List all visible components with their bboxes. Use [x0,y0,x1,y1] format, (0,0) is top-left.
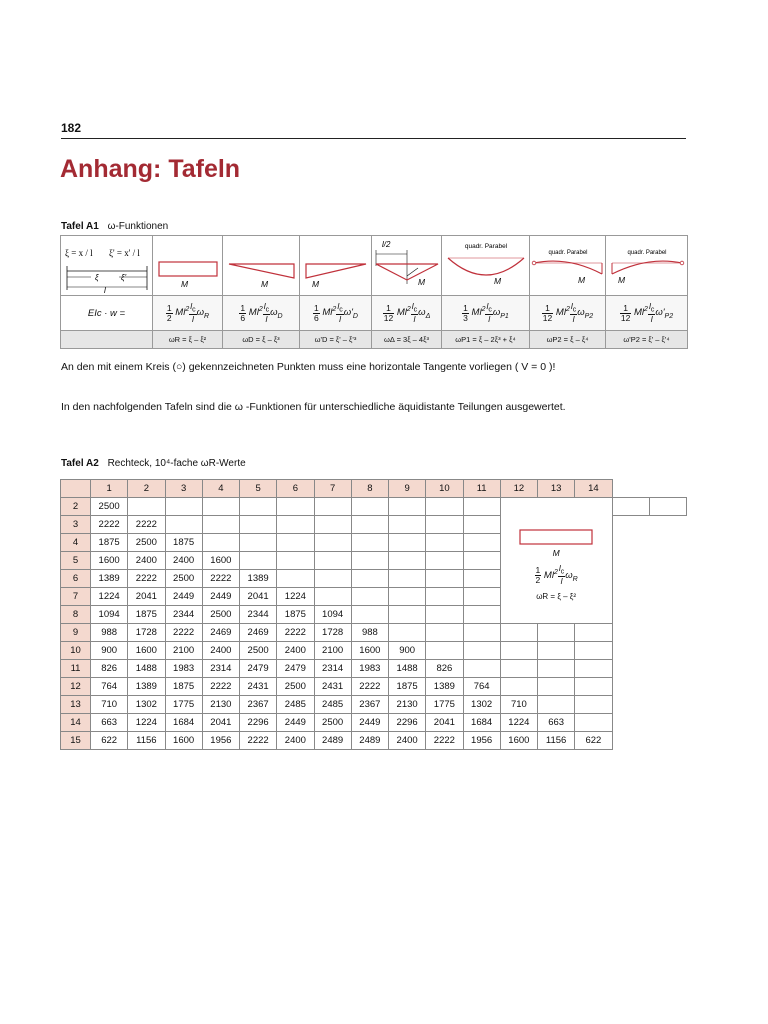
a2-table-cell [575,678,612,696]
a2-table-cell: 2367 [240,696,277,714]
a2-table-cell [426,516,463,534]
a2-table-cell [538,678,575,696]
a2-table-cell [463,498,500,516]
diagram-triangle-mid [372,236,442,296]
a2-table-cell: 710 [91,696,128,714]
ratio-fraction: $\frac{l_c}{l}$ [648,300,655,325]
a2-table-cell: 2400 [165,552,202,570]
a2-table-cell [426,534,463,552]
a2-table-cell [426,498,463,516]
ratio-fraction: $\frac{l_c}{l}$ [570,300,577,325]
a2-table-cell [202,534,239,552]
a2-table-cell: 1983 [351,660,388,678]
formula-fraction: $\frac{1}{12}$ [620,302,631,323]
a2-table-cell [463,516,500,534]
a2-table-cell [538,624,575,642]
a2-table-cell: 1684 [463,714,500,732]
rectangle-moment-diagram [506,524,606,548]
a2-table-cell: 1389 [240,570,277,588]
a2-table-cell: 826 [91,660,128,678]
a2-table-cell [314,588,351,606]
a2-table-cell: 1156 [538,732,575,750]
a2-header-row [61,480,687,498]
a2-table-cell [277,516,314,534]
a2-table-cell [389,624,426,642]
a2-table-row [61,678,687,696]
formula-p2-prime: $\frac{1}{12}$ Ml$^2$ $\frac{l_c}{l}$ $\omega'_{P2}$ [606,296,688,331]
a2-table-cell: 2449 [277,714,314,732]
a2-table-cell [277,552,314,570]
a2-table-cell [314,552,351,570]
a2-table-cell: 663 [91,714,128,732]
a2-table-cell [351,498,388,516]
a2-table-cell [389,606,426,624]
a2-table-cell [389,498,426,516]
a2-table-cell: 2296 [240,714,277,732]
page-heading: Anhang: Tafeln [60,155,241,183]
a2-table-cell: 2314 [202,660,239,678]
a2-table-cell [351,552,388,570]
formula-r: $\frac{1}{2}$ Ml$^2$ $\frac{l_c}{l}$ $\omega_R$ [153,296,223,331]
a2-table-cell: 1488 [389,660,426,678]
parabola-label: quadr. Parabel [627,250,667,256]
a2-table-cell [426,588,463,606]
formula-fraction: $\frac{1}{12}$ [542,302,553,323]
m-label: M [261,279,269,289]
m-label: M [312,279,320,289]
a2-table-cell [463,570,500,588]
a2-table-cell: 2431 [240,678,277,696]
a2-table-cell: 2431 [314,678,351,696]
xi-prime-label: ξ' [121,273,127,282]
a2-table-cell: 2344 [240,606,277,624]
formula-fraction: $\frac{1}{3}$ [463,302,468,323]
legend-m-label: M [552,547,560,558]
a2-table-cell [575,696,612,714]
a2-row-header: 2 [61,498,91,516]
a2-column-header: 12 [500,480,537,498]
xi-def: ξ = x / l [65,248,93,258]
a2-table-cell [165,498,202,516]
a2-table-cell: 2100 [314,642,351,660]
a2-table-row [61,660,687,678]
formula-fraction: $\frac{1}{6}$ [240,302,246,323]
a2-table-cell [240,552,277,570]
a2-table-cell: 2500 [91,498,128,516]
a2-table-cell [314,516,351,534]
a2-table-cell: 2500 [314,714,351,732]
a2-table-cell: 2400 [128,552,165,570]
omega-def-p2: ωP2 = ξ – ξ⁴ [530,331,606,349]
a2-table-cell [575,660,612,678]
a2-table-cell: 2500 [128,534,165,552]
a2-table-cell: 1875 [91,534,128,552]
a2-row-header: 4 [61,534,91,552]
a2-table-cell: 2222 [128,516,165,534]
a2-table-cell [314,534,351,552]
a2-table-cell: 2449 [165,588,202,606]
a2-table-cell: 2489 [314,732,351,750]
a2-table-cell: 1684 [165,714,202,732]
a2-table-cell: 900 [389,642,426,660]
a2-table-cell: 1224 [91,588,128,606]
a2-table-cell: 1875 [389,678,426,696]
a2-table-row [61,498,687,516]
a2-table-cell: 2222 [277,624,314,642]
a2-table-cell: 2222 [128,570,165,588]
a2-table-cell: 1875 [165,678,202,696]
a2-table-cell: 2400 [389,732,426,750]
a2-legend-cell [500,498,612,624]
a2-table-cell: 2500 [277,678,314,696]
ratio-fraction: $\frac{l_c}{l}$ [486,300,492,325]
diagram-triangle-left [300,236,372,296]
a2-table-cell: 2367 [351,696,388,714]
a2-table-cell: 2100 [165,642,202,660]
a2-table-cell [538,660,575,678]
note-tangent: An den mit einem Kreis (○) gekennzeichneten Punkten muss eine horizontale Tangente vorliegen ( V = 0 )! [61,361,556,373]
a2-table-cell [426,624,463,642]
a2-table-cell [463,660,500,678]
a2-row-header: 6 [61,570,91,588]
a2-table-cell: 1389 [91,570,128,588]
ratio-fraction: $\frac{l_c}{l}$ [411,300,418,325]
a2-table-cell: 2500 [165,570,202,588]
a2-table-cell [575,624,612,642]
formula-delta: $\frac{1}{12}$ Ml$^2$ $\frac{l_c}{l}$ $\omega_\Delta$ [372,296,442,331]
a2-table-cell [426,606,463,624]
a2-table-cell: 1488 [128,660,165,678]
a2-table-cell: 1094 [91,606,128,624]
a2-table-cell: 663 [538,714,575,732]
a2-table-row [61,696,687,714]
a2-column-header: 14 [575,480,612,498]
a2-table-cell [575,642,612,660]
coordinate-sketch [61,236,153,295]
a2-table-cell [612,498,649,516]
note-tables: In den nachfolgenden Tafeln sind die ω -Funktionen für unterschiedliche äquidistante Teilungen ausgewertet. [61,401,566,413]
omega-def-d: ωD = ξ – ξ³ [223,331,300,349]
a2-table-cell [649,498,686,516]
a2-row-header: 9 [61,624,91,642]
omega-def-empty [61,331,153,349]
a2-table-cell: 2041 [202,714,239,732]
a2-table-cell: 1983 [165,660,202,678]
a2-table-cell: 1875 [128,606,165,624]
a2-table-cell: 2400 [277,732,314,750]
a2-column-header: 1 [91,480,128,498]
formula-p1: $\frac{1}{3}$ Ml$^2$ $\frac{l_c}{l}$ $\omega_{P1}$ [442,296,530,331]
tafel-a1-title: ω-Funktionen [107,221,169,232]
diagram-parabola-p2 [530,236,606,296]
a2-column-header: 9 [389,480,426,498]
a2-table-cell [538,696,575,714]
a2-table-cell [463,588,500,606]
a2-table-cell: 2041 [240,588,277,606]
a2-table-cell: 1956 [463,732,500,750]
tafel-a1-label: Tafel A1 [61,221,99,232]
a2-table-cell: 2222 [202,570,239,588]
a2-table-cell [389,534,426,552]
a2-row-header: 7 [61,588,91,606]
a2-table-cell: 622 [91,732,128,750]
a2-table-cell: 2479 [240,660,277,678]
a2-table-cell [351,588,388,606]
a2-table-cell: 826 [426,660,463,678]
a2-table-cell: 988 [351,624,388,642]
a2-table-cell: 1600 [91,552,128,570]
formula-fraction: $\frac{1}{6}$ [314,302,319,323]
a2-table-cell [128,498,165,516]
a2-table-cell [165,516,202,534]
a2-table-cell: 1224 [277,588,314,606]
m-label: M [181,279,189,289]
a2-table-cell: 1600 [351,642,388,660]
a2-table-cell [314,498,351,516]
a2-table-cell [463,624,500,642]
tafel-a1-caption [61,221,168,232]
a2-table-cell [463,534,500,552]
a2-column-header: 10 [426,480,463,498]
a2-table-cell: 2222 [165,624,202,642]
a2-table-cell: 1389 [426,678,463,696]
a2-column-header: 5 [240,480,277,498]
a2-table-cell: 2222 [202,678,239,696]
a2-table-cell: 1728 [128,624,165,642]
omega-def-p2-prime: ω'P2 = ξ' – ξ'⁴ [606,331,688,349]
a2-table-cell: 1775 [165,696,202,714]
a2-table-cell: 2222 [426,732,463,750]
a2-table-cell: 2500 [202,606,239,624]
diagram-parabola-p2-prime [606,236,688,296]
a2-table-cell: 764 [91,678,128,696]
a2-table-cell: 1600 [128,642,165,660]
a2-column-header: 8 [351,480,388,498]
l-half-label: l/2 [382,240,391,249]
a2-column-header: 6 [277,480,314,498]
a2-table-cell: 2130 [202,696,239,714]
a2-table-cell [500,624,537,642]
page-number: 182 [61,121,82,135]
a2-table-row [61,642,687,660]
a2-table-cell [202,498,239,516]
a2-table-cell [240,534,277,552]
a2-table-cell: 2041 [426,714,463,732]
a2-table-cell: 2500 [240,642,277,660]
a2-table-cell: 900 [91,642,128,660]
a2-row-header: 8 [61,606,91,624]
row-label-elc-w: EIc · w = [61,296,153,331]
a2-corner-cell [61,480,91,498]
a2-column-header: 11 [463,480,500,498]
omega-def-d-prime: ω'D = ξ' – ξ'³ [300,331,372,349]
a2-table-cell: 2222 [240,732,277,750]
a2-table-cell [202,516,239,534]
a2-table-cell: 2400 [202,642,239,660]
a2-table-cell [463,642,500,660]
a2-table-cell: 2400 [277,642,314,660]
a2-table-row [61,714,687,732]
a2-table-cell [389,516,426,534]
a2-table-cell [314,570,351,588]
a2-table-cell: 1775 [426,696,463,714]
a2-table-cell [389,570,426,588]
parabola-label: quadr. Parabel [548,250,588,256]
a2-table-row [61,624,687,642]
a2-table-cell: 2449 [351,714,388,732]
a2-table-cell [575,714,612,732]
a2-table-cell: 988 [91,624,128,642]
a2-column-header: 2 [128,480,165,498]
a2-table-cell [426,642,463,660]
formula-fraction: $\frac{1}{12}$ [383,302,394,323]
diagram-rectangle [153,236,223,296]
a2-table-cell [351,516,388,534]
a2-table-cell: 1156 [128,732,165,750]
ratio-fraction: $\frac{l_c}{l}$ [190,300,196,325]
a2-table-cell [351,570,388,588]
a2-column-header: 7 [314,480,351,498]
omega-def-p1: ωP1 = ξ – 2ξ³ + ξ⁴ [442,331,530,349]
legend-omega-def: ωR = ξ – ξ² [536,592,577,602]
a2-table-cell: 1875 [277,606,314,624]
m-label: M [418,277,426,287]
xi-label: ξ [95,273,99,282]
omega-def-r: ωR = ξ – ξ² [153,331,223,349]
a2-table-cell: 1600 [500,732,537,750]
a2-table-cell: 2469 [202,624,239,642]
a2-table-cell: 2449 [202,588,239,606]
a2-table-cell: 1224 [128,714,165,732]
tafel-a1-table [60,235,688,349]
a2-column-header: 4 [202,480,239,498]
parabola-label: quadr. Parabel [464,243,508,250]
a2-table-cell [240,516,277,534]
formula-fraction: $\frac{1}{2}$ [166,302,172,323]
a2-table-cell: 2222 [91,516,128,534]
a2-table-cell: 2041 [128,588,165,606]
a2-table-cell: 1094 [314,606,351,624]
tafel-a2-title: Rechteck, 10⁴-fache ωR-Werte [107,458,246,469]
a2-table-cell: 2314 [314,660,351,678]
a2-table-cell: 1224 [500,714,537,732]
m-label: M [618,275,626,285]
a2-table-cell: 1728 [314,624,351,642]
diagram-triangle-right [223,236,300,296]
a2-table-cell: 2222 [351,678,388,696]
formula-p2: $\frac{1}{12}$ Ml$^2$ $\frac{l_c}{l}$ $\omega_{P2}$ [530,296,606,331]
a2-table-cell: 710 [500,696,537,714]
a2-column-header: 3 [165,480,202,498]
tafel-a2-caption [61,458,246,469]
a2-table-cell: 1389 [128,678,165,696]
a2-table-cell [277,570,314,588]
a2-table-cell: 2479 [277,660,314,678]
a2-table-cell: 2489 [351,732,388,750]
length-label: l [104,286,106,295]
formula-d-prime: $\frac{1}{6}$ Ml$^2$ $\frac{l_c}{l}$ $\omega'_D$ [300,296,372,331]
a2-row-header: 13 [61,696,91,714]
a2-table-cell: 1302 [128,696,165,714]
a2-table-cell: 1600 [165,732,202,750]
top-rule [61,138,686,139]
a2-table-cell: 1600 [202,552,239,570]
a2-table-cell [500,678,537,696]
formula-d: $\frac{1}{6}$ Ml$^2$ $\frac{l_c}{l}$ $\omega_D$ [223,296,300,331]
a2-table-cell [277,534,314,552]
a2-row-header: 15 [61,732,91,750]
a2-row-header: 5 [61,552,91,570]
a2-table-cell [426,570,463,588]
a2-table-cell [389,588,426,606]
a2-table-cell [240,498,277,516]
a2-table-cell: 2485 [314,696,351,714]
a2-table-cell [500,660,537,678]
a2-table-cell: 2130 [389,696,426,714]
xi-prime-def: ξ' = x' / l [109,248,140,258]
diagram-parabola-p1 [442,236,530,296]
legend-formula: $\frac{1}{2}$ Ml$^2$ $\frac{l_c}{l}$ $\omega_R$ [535,562,578,587]
a2-row-header: 11 [61,660,91,678]
a1-definition-cell [61,236,153,296]
a2-table-cell: 2485 [277,696,314,714]
a2-table-cell: 2344 [165,606,202,624]
a2-table-cell: 622 [575,732,612,750]
a2-table-cell: 1302 [463,696,500,714]
tafel-a2-table [60,479,687,750]
a2-row-header: 14 [61,714,91,732]
a2-table-cell [463,552,500,570]
m-label: M [578,275,586,285]
a2-row-header: 10 [61,642,91,660]
a2-table-row [61,732,687,750]
a2-table-cell [463,606,500,624]
a2-row-header: 12 [61,678,91,696]
omega-def-delta: ωΔ = 3ξ – 4ξ³ [372,331,442,349]
a2-table-cell [277,498,314,516]
a2-table-cell [351,534,388,552]
a2-table-cell: 1956 [202,732,239,750]
a2-table-cell: 2469 [240,624,277,642]
m-label: M [494,276,502,286]
a2-table-cell: 1875 [165,534,202,552]
a2-table-cell [500,642,537,660]
a2-table-cell: 764 [463,678,500,696]
ratio-fraction: $\frac{l_c}{l}$ [337,300,343,325]
a2-table-cell: 2296 [389,714,426,732]
a2-table-cell [426,552,463,570]
ratio-fraction: $\frac{l_c}{l}$ [263,300,270,325]
a2-column-header: 13 [538,480,575,498]
tafel-a2-label: Tafel A2 [61,458,99,469]
a2-table-cell [351,606,388,624]
a2-row-header: 3 [61,516,91,534]
a2-table-cell [538,642,575,660]
a2-table-cell [389,552,426,570]
